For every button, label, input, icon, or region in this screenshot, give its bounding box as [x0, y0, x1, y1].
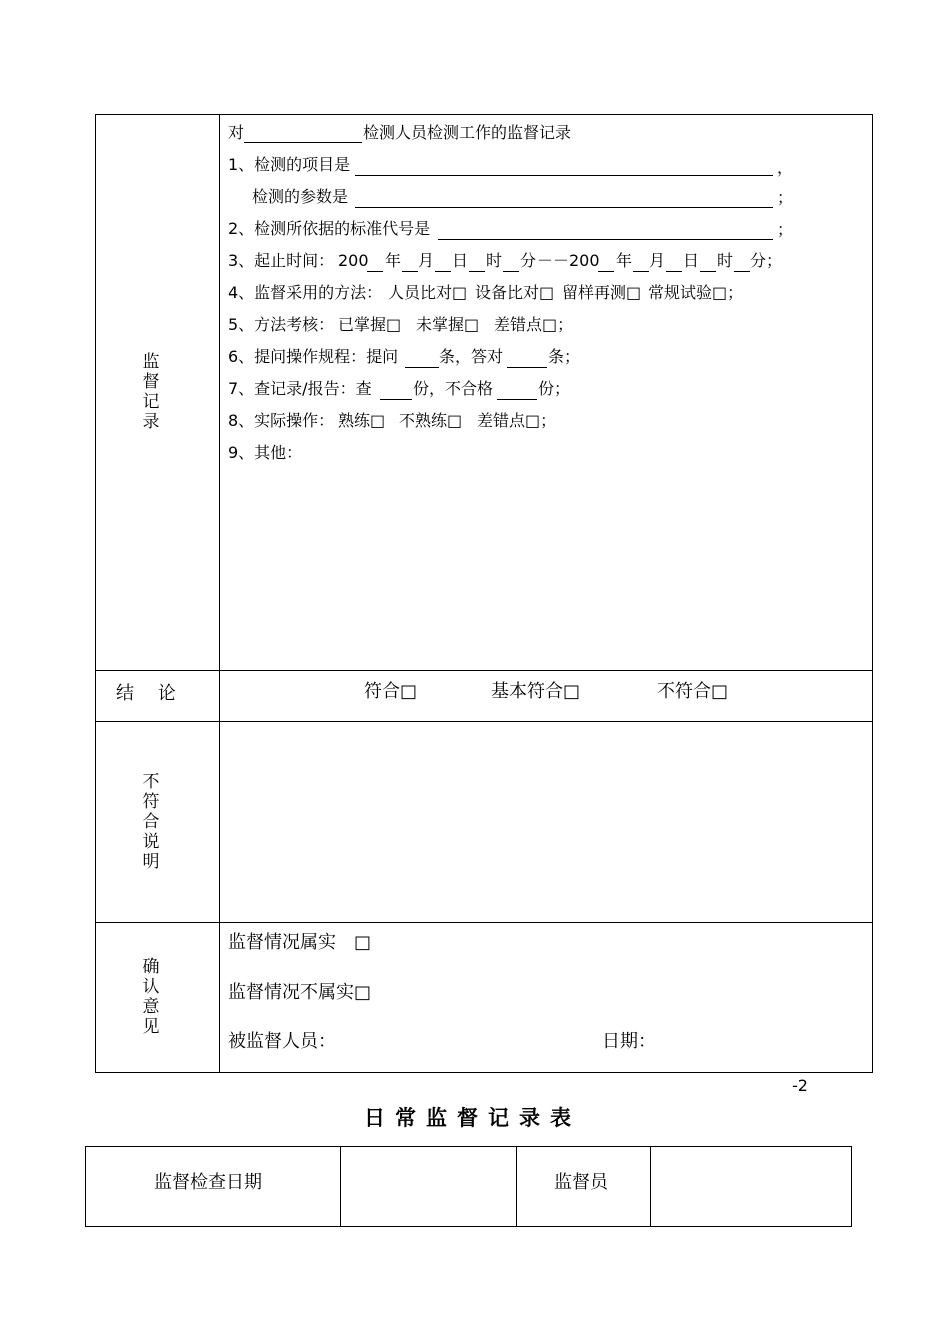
supervised-person-label: 被监督人员：: [228, 1031, 336, 1052]
nonconforming-count-blank[interactable]: [497, 399, 537, 400]
method-routine-checkbox[interactable]: 常规试验□；: [648, 283, 744, 302]
item1-end: ，: [777, 158, 794, 177]
item6-mid: 条，答对: [439, 347, 504, 366]
item3-dash: －－: [537, 251, 570, 270]
item8-label: 8、实际操作：: [228, 411, 335, 430]
item3-yue: 月: [418, 251, 435, 270]
nonconform-checkbox[interactable]: 不符合□: [657, 681, 729, 702]
method-personnel-checkbox[interactable]: 人员比对□: [388, 283, 468, 302]
day-blank[interactable]: [435, 271, 451, 272]
item9-label: 9、其他：: [228, 443, 303, 462]
item3-shi: 时: [486, 251, 503, 270]
form-column-divider: [219, 114, 220, 1073]
label-char: 见: [142, 1017, 160, 1037]
item7-end: 份；: [538, 379, 571, 398]
table-border-bottom: [85, 1226, 852, 1227]
label-char: 录: [142, 412, 160, 432]
confirm-true-checkbox[interactable]: 监督情况属实 □: [228, 932, 372, 953]
item1-blank[interactable]: [355, 175, 773, 176]
form-row-divider: [95, 670, 873, 671]
label-char: 不: [142, 772, 160, 792]
correct-count-blank[interactable]: [507, 367, 547, 368]
item5-label: 5、方法考核：: [228, 315, 335, 334]
item1b-end: ；: [777, 188, 794, 207]
table-col-divider: [650, 1146, 651, 1227]
item3-label: 3、起止时间：: [228, 251, 335, 270]
method-equipment-checkbox[interactable]: 设备比对□: [475, 283, 555, 302]
item6-end: 条；: [548, 347, 581, 366]
item1b-blank[interactable]: [355, 207, 773, 208]
table-col-divider: [516, 1146, 517, 1227]
label-char: 符: [142, 792, 160, 812]
nonconform-explanation-area[interactable]: [221, 723, 871, 921]
form-border-bottom: [95, 1072, 873, 1073]
item3-yue2: 月: [649, 251, 666, 270]
item3-fen: 分: [520, 251, 537, 270]
form-border-top: [95, 114, 873, 115]
table-border-right: [851, 1146, 852, 1227]
item2-end: ；: [777, 220, 794, 239]
header-suffix: 检测人员检测工作的监督记录: [363, 123, 572, 142]
item3-year1: 200: [338, 251, 369, 270]
confirm-date-label: 日期：: [602, 1031, 656, 1052]
item3-nian: 年: [385, 251, 402, 270]
minute-blank[interactable]: [503, 271, 519, 272]
form-row-divider: [95, 922, 873, 923]
item4-label: 4、监督采用的方法：: [228, 283, 383, 302]
label-char: 意: [142, 997, 160, 1017]
confirm-untrue-checkbox[interactable]: 监督情况不属实□: [228, 982, 372, 1003]
item1b-label: 检测的参数是: [252, 187, 349, 206]
operation-unskilled-checkbox[interactable]: 不熟练□: [399, 411, 463, 430]
inspection-date-cell[interactable]: [342, 1148, 515, 1225]
supervisor-cell[interactable]: [652, 1148, 850, 1225]
method-error-checkbox[interactable]: 差错点□；: [494, 315, 574, 334]
item3-year2: 200: [569, 251, 600, 270]
label-char: 记: [142, 392, 160, 412]
inspection-date-label: 监督检查日期: [154, 1172, 262, 1193]
hour-blank[interactable]: [469, 271, 485, 272]
label-char: 明: [142, 852, 160, 872]
records-count-blank[interactable]: [380, 399, 412, 400]
label-char: 确: [142, 957, 160, 977]
item3-ri2: 日: [683, 251, 700, 270]
item7-mid: 份，不合格: [413, 379, 494, 398]
basic-conform-checkbox[interactable]: 基本符合□: [491, 681, 581, 702]
page-number: -2: [792, 1076, 808, 1095]
year-blank[interactable]: [598, 271, 614, 272]
conclusion-label: 结 论: [116, 683, 176, 704]
header-prefix: 对: [228, 123, 245, 142]
label-char: 合: [142, 812, 160, 832]
confirm-label: [141, 957, 161, 1037]
supervisor-label: 监督员: [554, 1172, 608, 1193]
item7-label: 7、查记录/报告：查: [228, 379, 372, 398]
item2-label: 2、检测所依据的标准代号是: [228, 219, 431, 238]
operation-skilled-checkbox[interactable]: 熟练□: [338, 411, 386, 430]
item3-ri: 日: [452, 251, 469, 270]
form-border-left: [95, 114, 96, 1073]
record-label: [141, 352, 161, 432]
minute-blank[interactable]: [734, 271, 750, 272]
month-blank[interactable]: [402, 271, 418, 272]
label-char: 督: [142, 372, 160, 392]
hour-blank[interactable]: [700, 271, 716, 272]
label-char: 说: [142, 832, 160, 852]
conform-checkbox[interactable]: 符合□: [364, 681, 418, 702]
item3-end: 分；: [750, 251, 783, 270]
person-name-blank[interactable]: [244, 142, 362, 143]
label-char: 监: [142, 352, 160, 372]
form-row-divider: [95, 721, 873, 722]
table-border-left: [85, 1146, 86, 1227]
label-char: 认: [142, 977, 160, 997]
daily-record-title: 日常监督记录表: [364, 1106, 581, 1130]
method-mastered-checkbox[interactable]: 已掌握□: [338, 315, 402, 334]
item3-shi2: 时: [717, 251, 734, 270]
table-col-divider: [340, 1146, 341, 1227]
nonconform-label: [141, 772, 161, 872]
method-not-mastered-checkbox[interactable]: 未掌握□: [416, 315, 480, 334]
form-border-right: [872, 114, 873, 1073]
item3-nian2: 年: [616, 251, 633, 270]
item1-label: 1、检测的项目是: [228, 155, 351, 174]
year-blank[interactable]: [367, 271, 383, 272]
table-border-top: [85, 1146, 852, 1147]
day-blank[interactable]: [666, 271, 682, 272]
questions-count-blank[interactable]: [405, 367, 439, 368]
month-blank[interactable]: [633, 271, 649, 272]
method-retest-checkbox[interactable]: 留样再测□: [562, 283, 642, 302]
item2-blank[interactable]: [438, 239, 773, 240]
operation-error-checkbox[interactable]: 差错点□；: [477, 411, 557, 430]
item6-label: 6、提问操作规程：提问: [228, 347, 399, 366]
